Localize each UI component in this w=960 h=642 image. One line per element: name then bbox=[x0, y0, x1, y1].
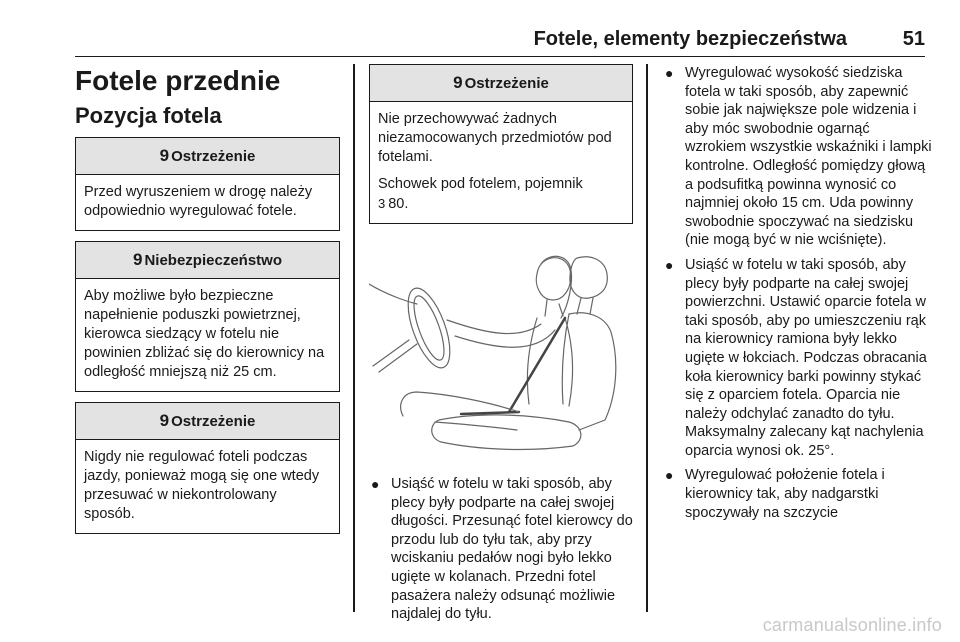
list-item bbox=[663, 256, 933, 461]
warning-heading: Ostrzeżenie bbox=[171, 147, 256, 165]
warning-heading: Ostrzeżenie bbox=[171, 412, 256, 430]
warning-box-body bbox=[370, 102, 632, 223]
bullet-icon: ● bbox=[371, 476, 380, 492]
instruction-list bbox=[369, 475, 633, 624]
warning-text: Przed wyruszeniem w drogę należy odpowiednio wyregulować fotele. bbox=[84, 184, 313, 219]
warning-box bbox=[75, 137, 340, 231]
warning-icon: 9 bbox=[159, 411, 170, 430]
list-item-text: Wyregulować wysokość siedziska fotela w taki sposób, aby zapewnić sobie jak największe pole widzenia i aby móc swobodnie ogarnąć wzrokiem wszystkie wskaźniki i lampki kontrolne. Odległość pomiędzy głową a podsufitką powinna wynosić co najmniej około 15 cm. Uda powinny swobodnie spoczywać na siedzisku (nie mogą być w nie wciśnięte). bbox=[685, 65, 932, 249]
warning-icon: 9 bbox=[132, 250, 143, 269]
column-2 bbox=[369, 64, 633, 630]
section-subtitle: Pozycja fotela bbox=[75, 103, 222, 128]
column-divider bbox=[353, 64, 355, 612]
warning-box-header bbox=[76, 138, 339, 175]
warning-icon: 9 bbox=[159, 146, 170, 165]
warning-box bbox=[369, 64, 633, 224]
section-title: Fotele przednie bbox=[75, 65, 281, 96]
list-item bbox=[369, 475, 633, 624]
column-1 bbox=[75, 64, 340, 544]
column-divider bbox=[646, 64, 648, 612]
cross-reference-link[interactable]: 80. bbox=[388, 196, 409, 212]
bullet-icon: ● bbox=[665, 256, 674, 273]
page-header bbox=[75, 20, 925, 57]
warning-box-body bbox=[76, 175, 339, 230]
warning-text: Nie przechowywać żadnych niezamocowanych przedmiotów pod fotelami. bbox=[378, 111, 612, 165]
cross-reference bbox=[378, 175, 624, 214]
page-number: 51 bbox=[902, 28, 925, 50]
list-item-text: Usiąść w fotelu w taki sposób, aby plecy były podparte na całej swojej powierzchni. Ustawić oparcie fotela w taki sposób, aby po umieszczeniu rąk na kierownicy ramiona były lekko ugięte w łokciach. Podczas obracania koła kierownicy barki powinny stykać się z oparciem fotela. Oparcia nie należy odchylać zanadto do tyłu. Maksymalny zalecany kąt nachylenia oparcia wynosi ok. 25°. bbox=[685, 256, 927, 459]
warning-box-body bbox=[76, 440, 339, 533]
instruction-list bbox=[663, 64, 933, 522]
header-title: Fotele, elementy bezpieczeństwa bbox=[533, 28, 847, 50]
list-item bbox=[663, 466, 933, 522]
warning-heading: Ostrzeżenie bbox=[464, 74, 549, 92]
seated-driver-illustration bbox=[369, 244, 633, 456]
danger-box-body bbox=[76, 279, 339, 391]
list-item-text: Wyregulować położenie fotela i kierownicy tak, aby nadgarstki spoczywały na szczycie bbox=[685, 467, 885, 521]
cross-reference-text: Schowek pod fotelem, pojemnik bbox=[378, 176, 583, 192]
bullet-icon: ● bbox=[665, 467, 674, 484]
danger-text: Aby możliwe było bezpieczne napełnienie poduszki powietrznej, kierowca siedzący w fotelu nie powinien zbliżać się do kierownicy na odległość mniejszą niż 25 cm. bbox=[84, 288, 325, 380]
danger-box bbox=[75, 241, 340, 392]
list-item bbox=[663, 64, 933, 250]
bullet-icon: ● bbox=[665, 65, 674, 81]
warning-text: Nigdy nie regulować foteli podczas jazdy, ponieważ mogą się one wtedy przesuwać w niekontrolowany sposób. bbox=[84, 449, 320, 522]
warning-box-header bbox=[370, 65, 632, 102]
warning-box-header bbox=[76, 403, 339, 440]
danger-box-header bbox=[76, 242, 339, 279]
danger-heading: Niebezpieczeństwo bbox=[144, 251, 282, 269]
watermark: carmanualsonline.info bbox=[762, 615, 942, 635]
column-3 bbox=[663, 64, 933, 528]
page-reference-icon: 3 bbox=[378, 196, 386, 211]
warning-box bbox=[75, 402, 340, 534]
warning-icon: 9 bbox=[453, 73, 463, 92]
list-item-text: Usiąść w fotelu w taki sposób, aby plecy były podparte na całej swojej długości. Przesunąć fotel kierowcy do przodu lub do tyłu tak, aby przy wciskaniu pedałów nogi było lekko ugięte w kolanach. Przedni fotel pasażera należy odsunąć możliwie najdalej do tyłu. bbox=[391, 476, 633, 623]
